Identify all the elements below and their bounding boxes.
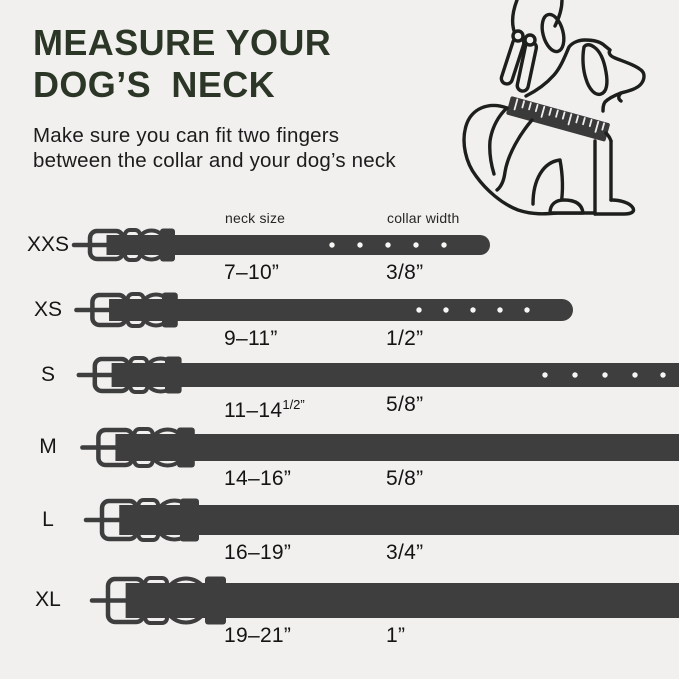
column-header-collar-width: collar width <box>387 210 460 226</box>
collar-graphic-m <box>0 417 679 478</box>
size-label-xxs: XXS <box>26 233 70 256</box>
subtitle-line2: between the collar and your dog’s neck <box>33 149 396 172</box>
collar-graphic-xl <box>0 566 679 635</box>
collar-graphic-l <box>0 488 679 552</box>
collar-width-value: 3/4” <box>386 541 424 564</box>
page-title-line1: MEASURE YOUR <box>33 22 332 63</box>
dog-neck-measure-icon <box>458 0 679 232</box>
collar-width-value: 3/8” <box>386 261 424 284</box>
dog-ear <box>583 45 607 95</box>
column-header-neck-size: neck size <box>225 210 286 226</box>
neck-size-fraction: 1/2” <box>282 397 305 412</box>
neck-size-value: 16–19” <box>224 541 292 564</box>
subtitle <box>33 123 396 173</box>
neck-size-value: $11-14^{1/2”}$ <box>224 397 305 422</box>
size-label-xs: XS <box>33 298 62 321</box>
collar-width-value: 5/8” <box>386 393 424 416</box>
page-title-line2: DOG’S NECK <box>33 64 276 105</box>
size-label-l: L <box>42 508 54 531</box>
dog-mouth <box>619 93 621 101</box>
size-label-xl: XL <box>35 588 61 611</box>
hand-two-fingers <box>500 0 568 92</box>
size-label-m: M <box>39 435 57 458</box>
neck-size-value: 7–10” <box>224 261 280 284</box>
collar-graphic-xs <box>0 282 679 338</box>
neck-size-value: 14–16” <box>224 466 292 490</box>
collar-width-value: 1” <box>386 623 406 647</box>
collar-graphic-s <box>0 346 679 404</box>
page-title <box>33 22 331 106</box>
collar-width-value: 1/2” <box>386 327 424 350</box>
neck-size-value: 9–11” <box>224 327 278 350</box>
neck-size-value: 19–21” <box>224 623 292 647</box>
size-label-s: S <box>40 363 55 386</box>
collar-graphic-xxs <box>0 218 679 272</box>
collar-width-value: 5/8” <box>386 466 424 490</box>
subtitle-line1: Make sure you can fit two fingers <box>33 124 340 147</box>
